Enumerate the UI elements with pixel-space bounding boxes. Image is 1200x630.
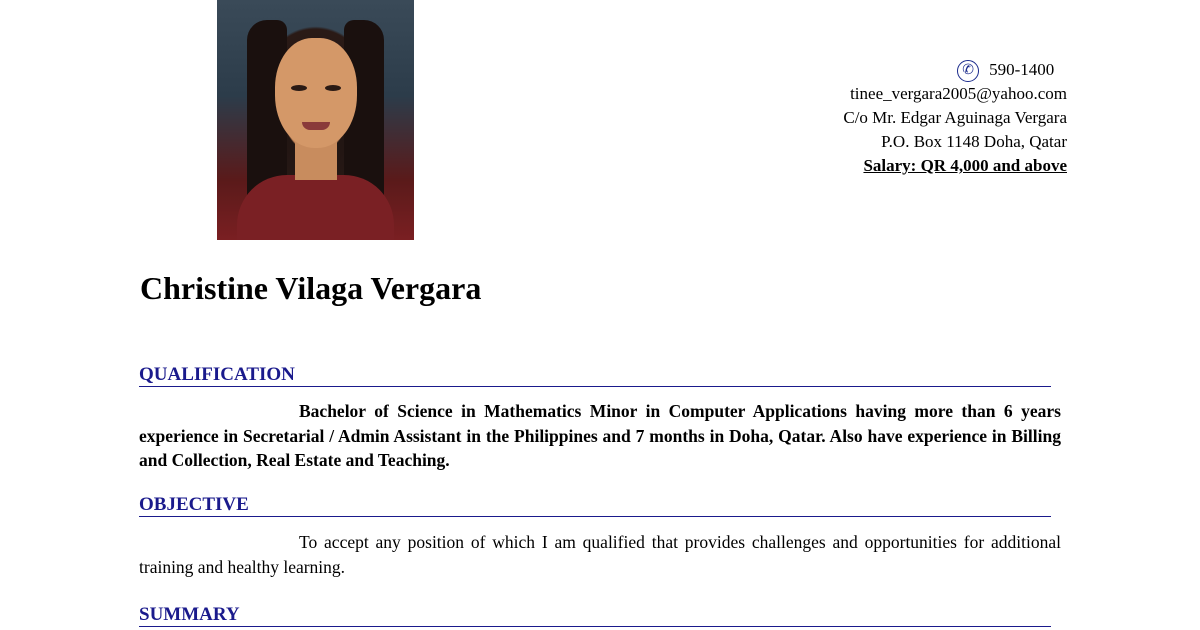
candidate-name: Christine Vilaga Vergara — [140, 270, 482, 306]
objective-text: To accept any position of which I am qualified that provides challenges and opportunities for additional training and healthy learning. — [139, 532, 1061, 577]
summary-heading: SUMMARY — [139, 604, 1051, 627]
phone-number: 590-1400 — [989, 60, 1055, 79]
email: tinee_vergara2005@yahoo.com — [850, 84, 1067, 104]
qualification-text: Bachelor of Science in Mathematics Minor in Computer Applications having more than 6 years experience in Secretarial / Admin Assistant in the Philippines and 7 months in Doha, Qatar. Also have experience in Billing and Collection, Real Estate and Teaching. — [139, 401, 1061, 470]
profile-photo — [217, 0, 414, 240]
salary: Salary: QR 4,000 and above — [863, 156, 1067, 176]
address-line-1: C/o Mr. Edgar Aguinaga Vergara — [843, 108, 1067, 128]
qualification-heading: QUALIFICATION — [139, 364, 1051, 387]
contact-block — [843, 58, 1067, 178]
address-line-2: P.O. Box 1148 Doha, Qatar — [881, 132, 1067, 152]
objective-heading: OBJECTIVE — [139, 494, 1051, 517]
phone-line — [843, 58, 1067, 82]
phone-icon: ✆ — [957, 60, 979, 82]
